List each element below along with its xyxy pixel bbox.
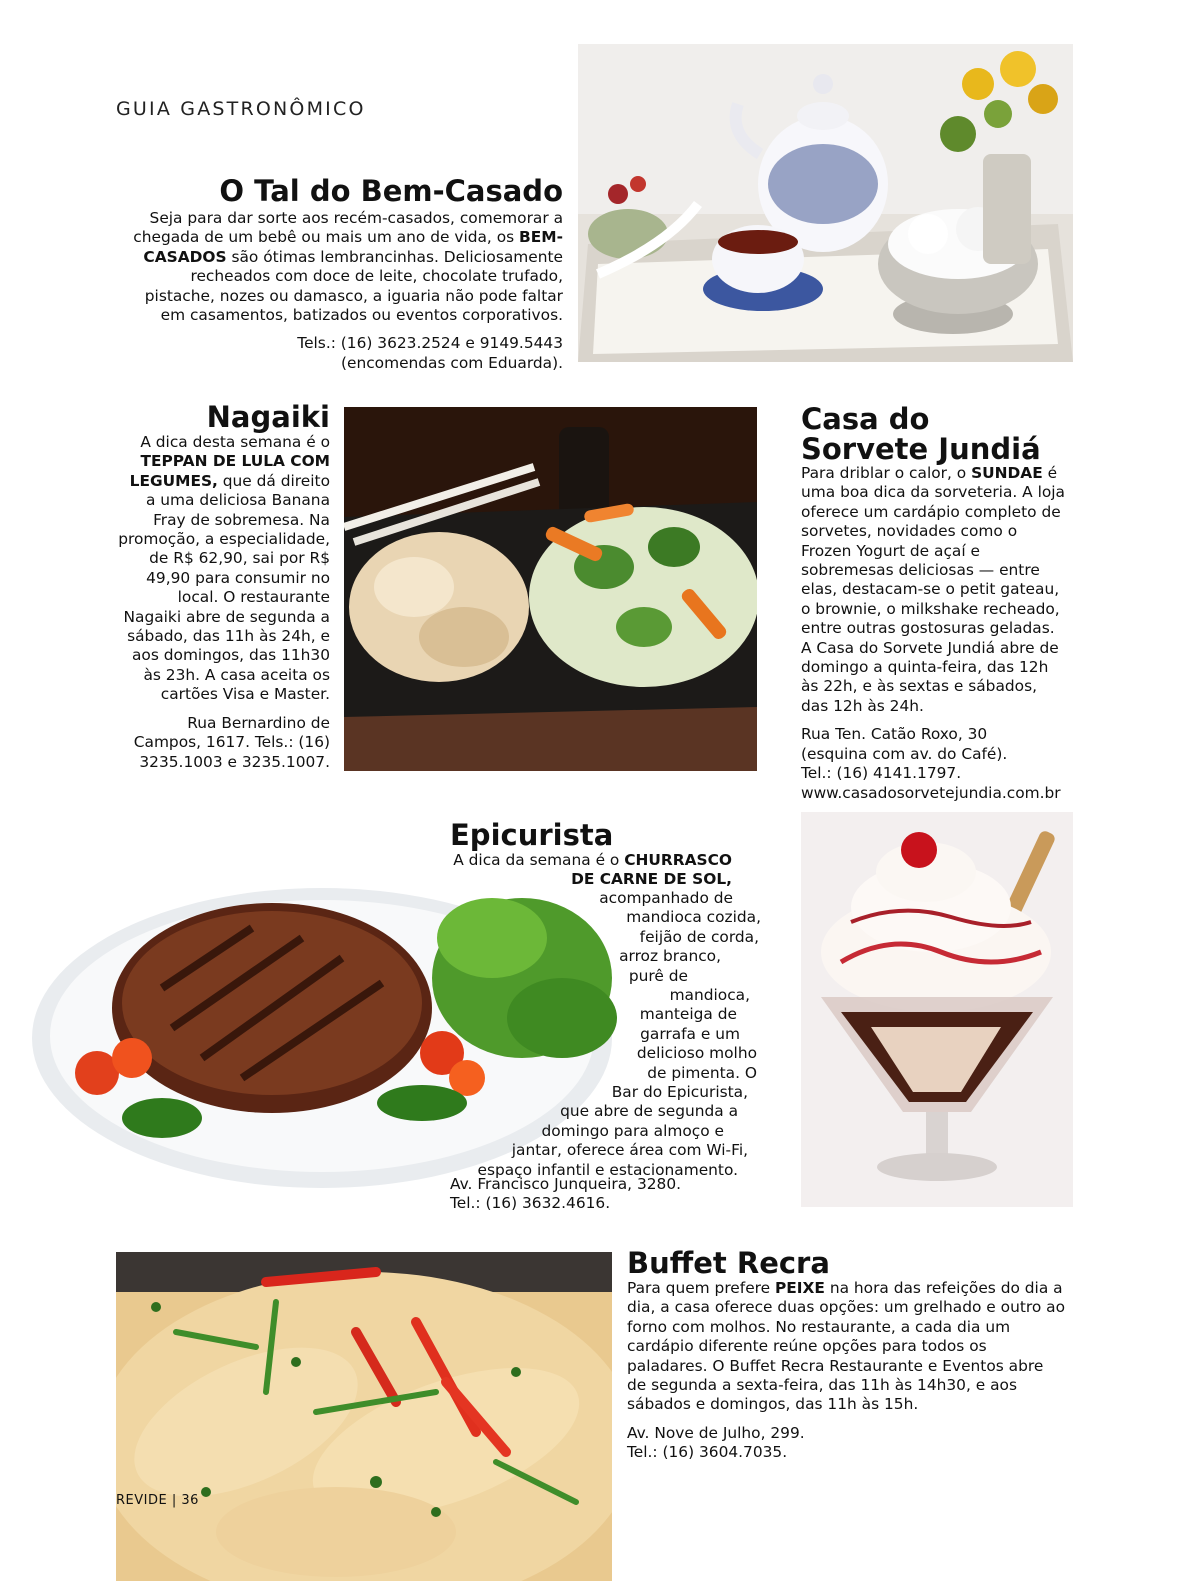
epicurista-line: jantar, oferece área com Wi-Fi, [511,1141,748,1160]
bem-casado-photo [578,44,1073,362]
epicurista-title: Epicurista [450,818,614,852]
epicurista-highlight-1: CHURRASCO [624,851,732,869]
nagaiki-text [116,433,330,772]
epicurista-line: purê de [628,966,688,985]
epicurista-line: garrafa e um [640,1024,740,1043]
nagaiki-photo [344,407,757,771]
bem-casado-title: O Tal do Bem-Casado [219,174,563,208]
epicurista-line: feijão de corda, [639,927,759,946]
sundae-photo [801,812,1073,1207]
epicurista-highlight-2: DE CARNE DE SOL, [571,870,732,889]
epicurista-line: de pimenta. O [647,1063,757,1082]
sorvete-title [801,404,1091,465]
epicurista-line: que abre de segunda a [560,1102,738,1121]
epicurista-text [430,851,732,890]
sorvete-title-line2: Sorvete Jundiá [801,432,1041,467]
sorvete-paragraph: Para driblar o calor, o SUNDAE é uma boa dica da sorveteria. A loja oferece um cardápio completo de sorvetes, novidades como o Frozen Yogurt de açaí e sobremesas deliciosas — entre elas, destacam-se o petit gateau, o brownie, o milkshake recheado, entre outras gostosuras geladas. A Casa do Sorvete Jundiá abre de domingo a quinta-feira, das 12h às 22h, e às sextas e sábados, das 12h às 24h. [801,464,1065,715]
epicurista-lines [430,889,760,1180]
bem-casado-paragraph: Seja para dar sorte aos recém-casados, comemorar a chegada de um bebê ou mais um ano de vida, os BEM-CASADOS são ótimas lembrancinhas. Deliciosamente recheados com doce de leite, chocolate trufado, pistache, nozes ou damasco, a iguaria não pode faltar em casamentos, batizados ou eventos corporativos. [133,209,563,325]
epicurista-line: mandioca, [669,986,750,1005]
sorvete-title-line1: Casa do [801,402,930,436]
buffet-photo [116,1252,612,1581]
epicurista-line: arroz branco, [619,947,721,966]
epicurista-contact: Av. Francisco Junqueira, 3280. Tel.: (16) 3632.4616. [450,1175,682,1213]
epicurista-line: acompanhado de [599,889,733,907]
page-footer: REVIDE | 36 [116,1493,199,1508]
buffet-contact: Av. Nove de Julho, 299. Tel.: (16) 3604.7035. [627,1423,805,1462]
bem-casado-highlight: BEM-CASADOS [143,228,563,266]
epicurista-paragraph: A dica da semana é o CHURRASCO DE CARNE DE SOL, [453,851,732,889]
epicurista-line: Bar do Epicurista, [611,1083,748,1102]
nagaiki-title: Nagaiki [206,400,330,434]
buffet-highlight: PEIXE [775,1279,825,1297]
sorvete-highlight: SUNDAE [971,464,1043,482]
epicurista-line: delicioso molho [636,1044,757,1063]
buffet-title: Buffet Recra [627,1246,830,1280]
nagaiki-highlight: TEPPAN DE LULA COM LEGUMES, [129,452,330,490]
bem-casado-text [116,209,563,373]
epicurista-line: espaço infantil e estacionamento. [477,1160,738,1179]
section-label: GUIA GASTRONÔMICO [116,98,366,120]
epicurista-line: domingo para almoço e [541,1121,724,1140]
nagaiki-paragraph: A dica desta semana é o TEPPAN DE LULA COM LEGUMES, que dá direito a uma deliciosa Banana Fray de sobremesa. Na promoção, a especialidade, de R$ 62,90, sai por R$ 49,90 para consumir no local. O restaurante Nagaiki abre de segunda a sábado, das 11h às 24h, e aos domingos, das 11h30 às 23h. A casa aceita os cartões Visa e Master. [118,433,330,704]
bem-casado-contact: Tels.: (16) 3623.2524 e 9149.5443 (encomendas com Eduarda). [297,334,563,372]
sorvete-website: www.casadosorvetejundia.com.br [801,783,1061,802]
epicurista-line: mandioca cozida, [626,908,761,927]
sorvete-text [801,464,1069,803]
buffet-text [627,1279,1067,1463]
nagaiki-contact: Rua Bernardino de Campos, 1617. Tels.: (16) 3235.1003 e 3235.1007. [133,713,330,771]
buffet-paragraph: Para quem prefere PEIXE na hora das refeições do dia a dia, a casa oferece duas opções: um grelhado e outro ao forno com molhos. No restaurante, a cada dia um cardápio diferente reúne opções para todos os paladares. O Buffet Recra Restaurante e Eventos abre de segunda a sexta-feira, das 11h às 14h30, e aos sábados e domingos, das 11h às 15h. [627,1279,1066,1414]
epicurista-line: manteiga de [639,1005,737,1024]
sorvete-contact: Rua Ten. Catão Roxo, 30 (esquina com av. do Café). Tel.: (16) 4141.1797. www.casadosorvetejundia.com.br [801,725,1069,803]
